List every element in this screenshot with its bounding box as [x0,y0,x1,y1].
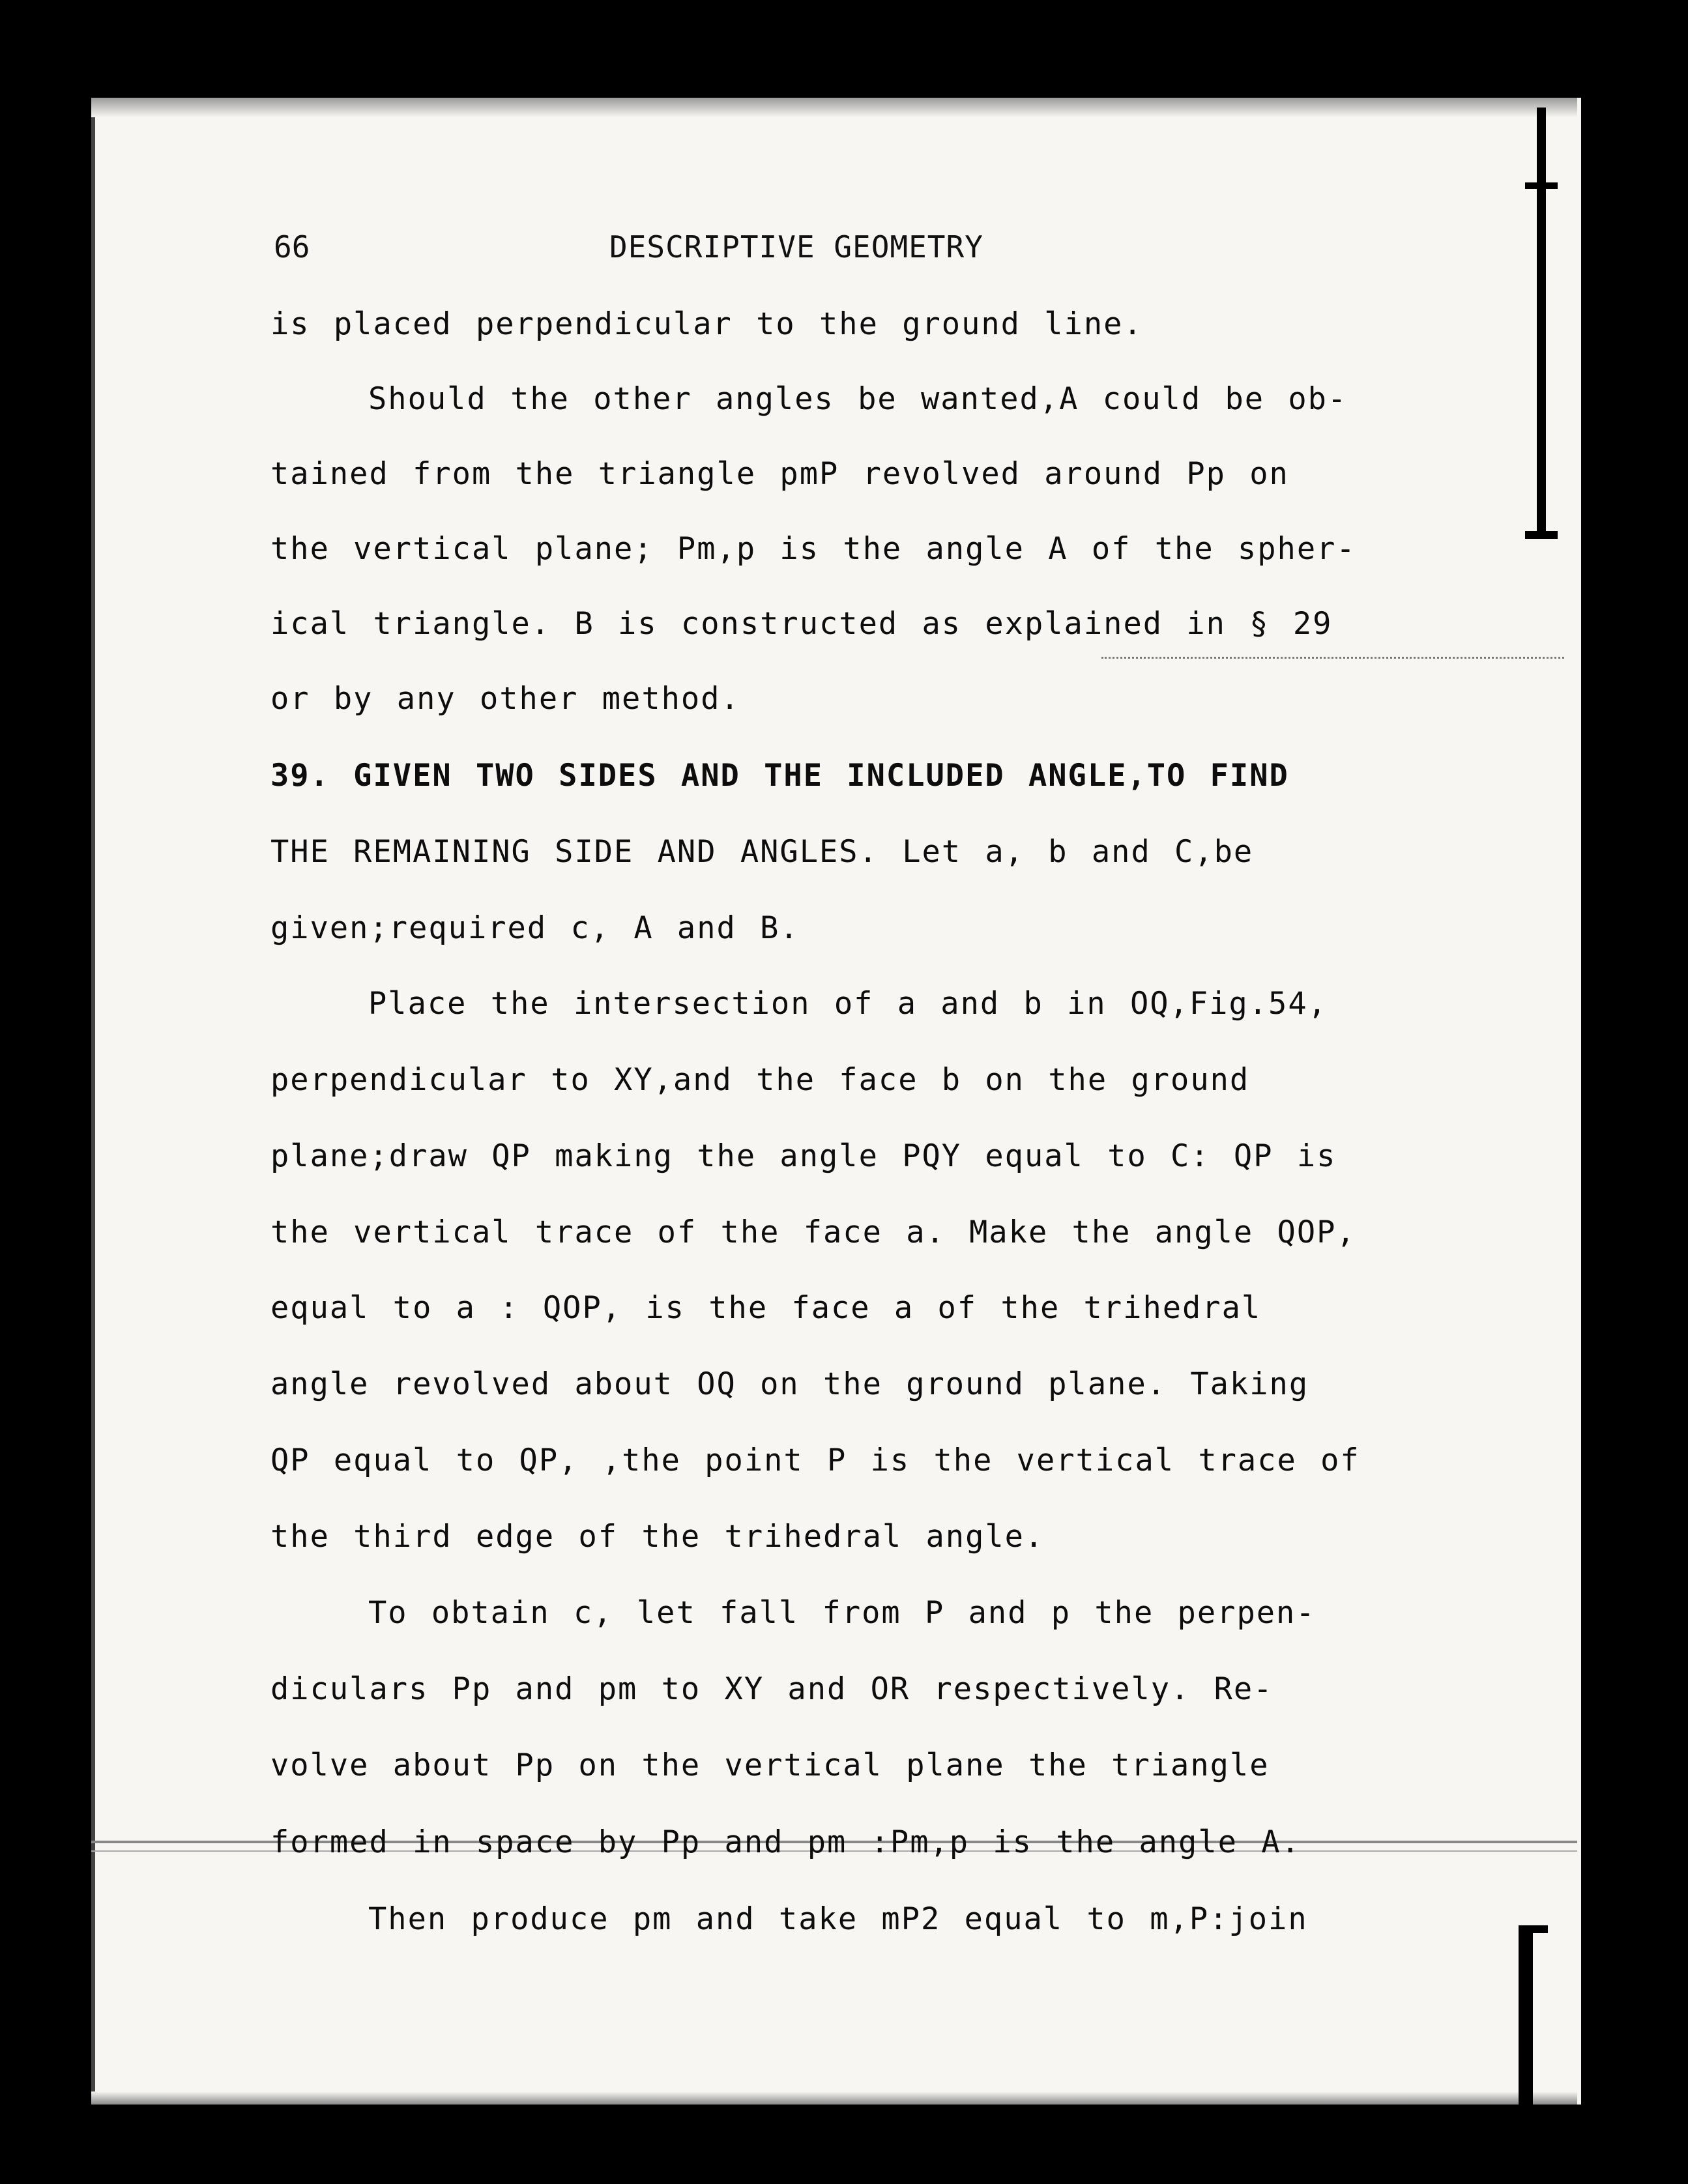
text-line: angle revolved about OQ on the ground plane. Taking [270,1366,1309,1402]
text-line: Place the intersection of a and b in OQ,Fig.54, [368,986,1328,1022]
dotted-scan-artifact [1101,657,1564,659]
text-line: To obtain c, let fall from P and p the perpen- [368,1595,1316,1631]
text-line: Then produce pm and take mP2 equal to m,P:join [368,1901,1308,1937]
rule-tick-top [1525,182,1558,189]
page-number: 66 [274,229,310,265]
text-line: is placed perpendicular to the ground line. [270,306,1143,342]
section-heading-line: 39. GIVEN TWO SIDES AND THE INCLUDED ANGLE,TO FIND [270,758,1289,794]
text-line: QP equal to QP, ,the point P is the vertical trace of [270,1443,1360,1478]
text-line: given;required c, A and B. [270,910,800,946]
text-line: diculars Pp and pm to XY and OR respectively. Re- [270,1671,1273,1707]
rule-tick-lower [1519,1925,1548,1933]
text-line: the vertical plane; Pm,p is the angle A of the spher- [270,531,1356,567]
bottom-scan-shadow [91,2091,1577,2105]
rule-tick-bottom [1525,531,1558,539]
text-line: formed in space by Pp and pm :Pm,p is the angle A. [270,1824,1301,1860]
top-scan-shadow [91,98,1577,117]
text-line: tained from the triangle pmP revolved around Pp on [270,456,1289,492]
text-line: or by any other method. [270,681,740,717]
text-line: the third edge of the trihedral angle. [270,1519,1045,1555]
right-margin-rule-lower [1519,1929,1533,2105]
text-line: ical triangle. B is constructed as explained in § 29 [270,606,1333,642]
text-line: plane;draw QP making the angle PQY equal to C: QP is [270,1138,1337,1174]
text-line: volve about Pp on the vertical plane the triangle [270,1747,1270,1783]
section-heading-line: THE REMAINING SIDE AND ANGLES. Let a, b and C,be [270,834,1254,870]
text-line: perpendicular to XY,and the face b on the ground [270,1062,1250,1098]
text-line: equal to a : QOP, is the face a of the trihedral [270,1290,1262,1326]
text-line: the vertical trace of the face a. Make the angle QOP, [270,1214,1356,1250]
text-line: Should the other angles be wanted,A could be ob- [368,381,1348,417]
page-title: DESCRIPTIVE GEOMETRY [609,229,983,265]
right-margin-rule [1537,108,1546,538]
